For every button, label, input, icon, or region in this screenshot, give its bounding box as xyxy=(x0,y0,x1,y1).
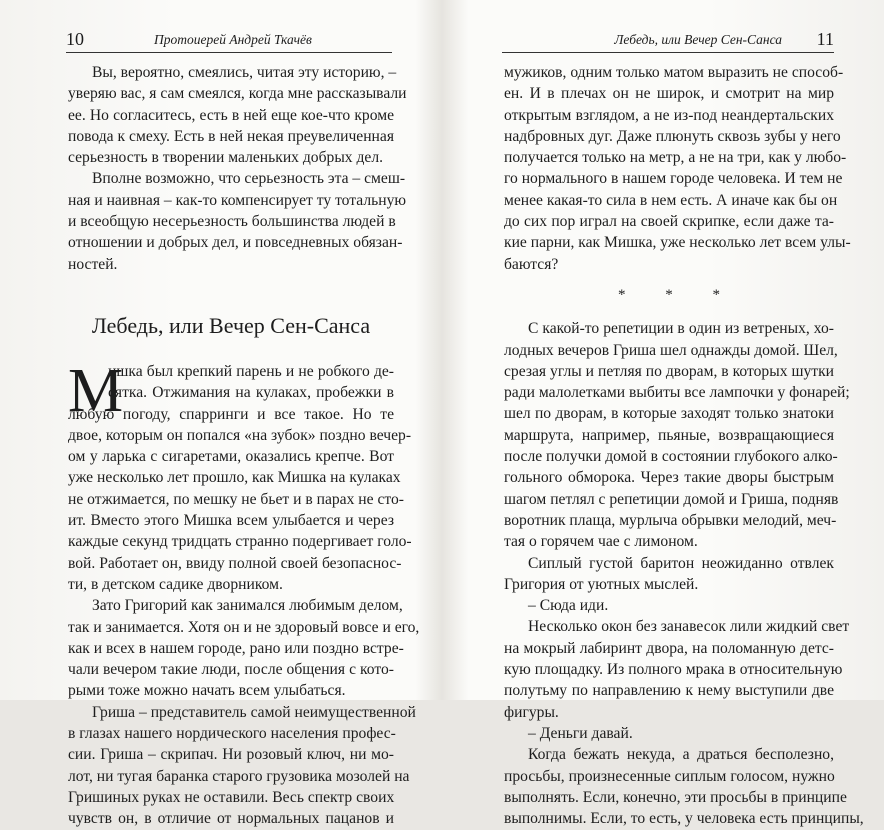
text-line: чувств он, в отличие от нормальных пацанов и xyxy=(68,810,394,828)
text-line: до сих пор играл на своей скрипке, если даже та- xyxy=(504,213,834,231)
text-line: Сиплый густой баритон неожиданно отвлек xyxy=(528,554,834,572)
paragraph xyxy=(504,616,850,722)
text-line: надбровных дуг. Даже плюнуть сквозь зубы у него xyxy=(504,127,841,145)
right-page-number: 11 xyxy=(816,29,834,49)
text-line: ная и наивная – как-то компенсирует ту тотальную xyxy=(68,191,407,209)
paragraph xyxy=(68,702,416,830)
text-line: кую площадку. Из полного мрака в относительную xyxy=(504,661,843,679)
text-line: на мокрый лабиринт двора, на поломанную детс- xyxy=(504,639,834,657)
text-line: сии. Гриша – скрипач. Ни розовый ключ, ни мо- xyxy=(68,746,394,764)
text-line: воротник плаща, мурлыча обрывки мелодий, меч- xyxy=(504,511,837,529)
text-line: Гришиных руках не оставили. Весь спектр своих xyxy=(68,788,395,806)
right-page xyxy=(442,0,884,828)
text-line: го нормального в нашем городе человека. И тем не xyxy=(504,170,843,188)
text-line: выполнимы. Если, то есть, у человека есть принципы, xyxy=(504,810,864,828)
text-line: срезая углы и петляя по дворам, в которых шутки xyxy=(504,362,834,380)
text-line: Вы, вероятно, смеялись, читая эту историю, – xyxy=(92,64,397,81)
text-line: любую погоду, спарринги и все такое. Но те xyxy=(68,405,394,423)
text-line: открытым взглядом, а не из-под неандертальских xyxy=(504,106,834,124)
text-line: ностей. xyxy=(68,255,118,273)
left-running-head: Протоиерей Андрей Ткачёв xyxy=(154,32,312,47)
text-line: Зато Григорий как занимался любимым делом, xyxy=(92,597,403,615)
text-line: – Деньги давай. xyxy=(528,724,633,742)
text-line: ишка был крепкий парень и не робкого де- xyxy=(108,362,394,380)
text-line: после получки домой в состоянии глубокого алко- xyxy=(504,448,838,466)
left-page-header xyxy=(66,28,392,53)
text-line: Григория от уютных мыслей. xyxy=(504,575,699,593)
text-line: менее какая-то сила в нем есть. А иначе как бы он xyxy=(504,191,838,209)
text-line: лот, ни тугая баранка старого грузовика мозолей на xyxy=(68,767,410,785)
text-line: повода к смеху. Есть в ней некая преувеличенная xyxy=(68,127,394,145)
paragraph xyxy=(504,744,864,829)
text-line: ен. И в плечах он не широк, и смотрит на мир xyxy=(504,85,834,103)
right-running-head: Лебедь, или Вечер Сен-Санса xyxy=(614,32,782,47)
paragraph xyxy=(68,168,407,274)
text-line: получается только на метр, а не на три, как у любо- xyxy=(504,149,847,167)
text-line: тая о горячем чае с лимоном. xyxy=(504,533,698,551)
text-line: ти, в детском садике дворником. xyxy=(68,575,283,593)
text-line: не отжимается, по мешку не бьет и в парах не сто- xyxy=(68,490,404,508)
text-line: ит. Вместо этого Мишка всем улыбается и через xyxy=(68,512,394,530)
text-line: Гриша – представитель самой неимущественной xyxy=(92,703,416,721)
text-line: баются? xyxy=(504,255,559,273)
text-line: в глазах нашего нордического населения профес- xyxy=(68,725,396,743)
text-line: каждые секунд тридцать странно подергивает голо- xyxy=(68,533,412,551)
text-line: фигуры. xyxy=(504,703,559,721)
paragraph xyxy=(68,595,420,701)
text-line: как и всех в нашем городе, рано или поздно встре- xyxy=(68,639,404,657)
text-line: С какой-то репетиции в один из ветреных, хо- xyxy=(528,320,834,338)
paragraph-with-drop-cap xyxy=(68,356,412,595)
text-line: просьбы, произнесенные сиплым голосом, нужно xyxy=(504,767,835,785)
left-page xyxy=(0,0,442,828)
paragraph xyxy=(504,723,834,744)
right-page-text xyxy=(504,62,864,829)
text-line: маршрута, например, пьяные, возвращающиеся xyxy=(504,426,834,444)
text-line: ом у ларька с сигаретами, оказались крепче. Вот xyxy=(68,448,394,466)
text-line: рыми тоже можно начать всем улыбаться. xyxy=(68,682,346,700)
text-line: отношении и добрых дел, и повседневных обязан- xyxy=(68,234,403,252)
left-page-number: 10 xyxy=(66,29,84,49)
text-line: и всеобщую несерьезность большинства людей в xyxy=(68,213,396,231)
text-line: Вполне возможно, что серьезность эта – смеш- xyxy=(92,170,406,188)
text-line: кие парни, как Мишка, уже несколько лет всем улы- xyxy=(504,234,851,252)
left-page-text xyxy=(68,62,420,830)
text-line: мужиков, одним только матом выразить не способ- xyxy=(504,64,844,81)
text-line: чали вечером такие люди, после общения с кото- xyxy=(68,661,394,679)
right-page-header xyxy=(502,28,834,53)
text-line: ее. Но согласитесь, есть в ней еще кое-что кроме xyxy=(68,106,394,124)
text-line: двое, которым он попался «на зубок» поздно вечер- xyxy=(68,426,412,444)
text-line: сятка. Отжимания на кулаках, пробежки в xyxy=(108,384,394,402)
chapter-title: Лебедь, или Вечер Сен-Санса xyxy=(91,312,371,338)
paragraph xyxy=(504,318,850,552)
text-line: Несколько окон без занавесок лили жидкий свет xyxy=(528,618,850,636)
text-line: ради малолетками выбиты все лампочки у фонарей; xyxy=(504,384,850,402)
paragraph xyxy=(504,595,834,616)
text-line: уже несколько лет прошло, как Мишка на кулаках xyxy=(68,469,401,487)
text-line: так и занимается. Хотя он и не здоровый вовсе и его, xyxy=(68,618,420,636)
text-line: шел по дворам, в которые заходят только знатоки xyxy=(504,405,834,423)
paragraph xyxy=(504,553,834,596)
text-line: полутьму по направлению к нему выступили две xyxy=(504,682,834,700)
text-line: шагом петлял с репетиции домой и Гриша, подняв xyxy=(504,490,839,508)
text-line: серьезность в творении маленьких добрых дел. xyxy=(68,149,384,167)
text-line: – Сюда иди. xyxy=(528,597,609,615)
paragraph xyxy=(68,62,407,168)
text-line: вой. Работает он, ввиду полной своей безопаснос- xyxy=(68,554,402,572)
drop-cap: М xyxy=(68,356,124,425)
section-separator: * * * xyxy=(618,286,738,303)
text-line: выполнять. Если, конечно, эти просьбы в принципе xyxy=(504,788,847,806)
text-line: гольного обморока. Через такие дворы быстрым xyxy=(504,469,834,487)
text-line: уверяю вас, я сам смеялся, когда мне рассказывали xyxy=(68,85,407,103)
text-line: Когда бежать некуда, а драться бесполезно, xyxy=(528,746,834,764)
text-line: лодных вечеров Гриша шел однажды домой. Шел, xyxy=(504,341,838,359)
paragraph xyxy=(504,62,851,275)
